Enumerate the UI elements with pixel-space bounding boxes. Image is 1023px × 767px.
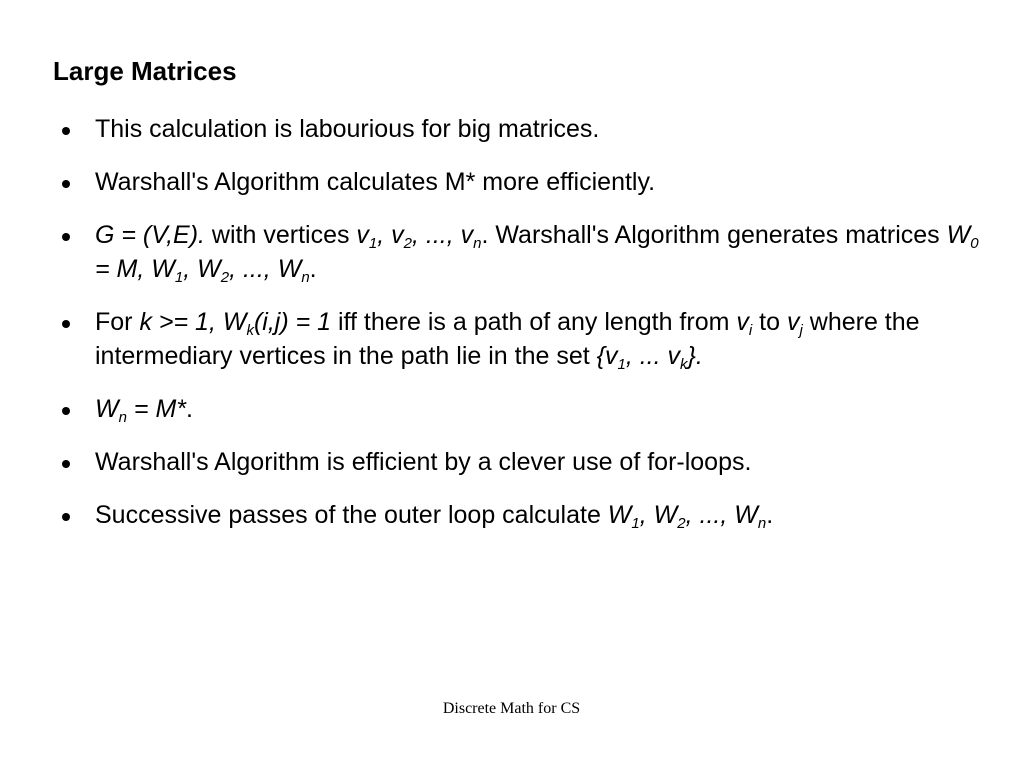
generates-text: . Warshall's Algorithm generates matrices xyxy=(481,221,947,249)
bullet-dot-icon xyxy=(62,127,70,135)
bullet-list xyxy=(60,112,990,551)
iff-text: iff there is a path of any length from xyxy=(331,308,737,336)
where-text: where the intermediary vertices in the path lie in the set xyxy=(95,308,920,370)
graph-definition: G = (V,E). xyxy=(95,221,205,249)
bullet-item-for-loops xyxy=(60,445,990,479)
bullet-item-wk-definition xyxy=(60,305,990,373)
bullet-text: This calculation is labourious for big matrices. xyxy=(95,115,600,143)
bullet-item-graph-definition xyxy=(60,218,990,286)
bullet-dot-icon xyxy=(62,320,70,328)
wn-equation: $W_n = M*$ xyxy=(95,395,186,426)
wk-condition: k >= 1, $W_k(i,j) = 1$ xyxy=(139,308,332,339)
successive-passes-text: Successive passes of the outer loop calculate xyxy=(95,501,608,529)
slide-footer: Discrete Math for CS xyxy=(442,700,581,717)
vertex-set: {$v_1$, ... $v_k$}. xyxy=(596,342,703,373)
for-text: For xyxy=(95,308,140,336)
bullet-text: Warshall's Algorithm calculates M* more efficiently. xyxy=(95,168,656,196)
period: . xyxy=(309,255,317,283)
vertex-vi: $v_i$ xyxy=(736,308,753,339)
bullet-item-successive-passes xyxy=(60,498,990,532)
vertex-vj: $v_j$ xyxy=(786,308,803,339)
bullet-text: Warshall's Algorithm is efficient by a clever use of for-loops. xyxy=(95,448,752,476)
bullet-dot-icon xyxy=(62,460,70,468)
bullet-item-warshall-efficient xyxy=(60,165,990,199)
slide-title: Large Matrices xyxy=(53,56,237,86)
bullet-item-calculation-labourious xyxy=(60,112,990,146)
bullet-dot-icon xyxy=(62,233,70,241)
period: . xyxy=(186,395,193,423)
to-text: to xyxy=(752,308,787,336)
bullet-dot-icon xyxy=(62,180,70,188)
bullet-dot-icon xyxy=(62,407,70,415)
with-vertices-text: with vertices xyxy=(204,221,357,249)
matrix-sequence: $W_0 = M$, $W_1$, $W_2$, ..., $W_n$ xyxy=(95,221,979,286)
bullet-dot-icon xyxy=(62,513,70,521)
vertex-v1: $v_1$, $v_2$, ..., $v_n$ xyxy=(356,221,482,252)
matrix-sequence: $W_1$, $W_2$, ..., $W_n$ xyxy=(607,501,767,532)
bullet-item-wn-equals-mstar xyxy=(60,392,990,426)
period: . xyxy=(766,501,774,529)
